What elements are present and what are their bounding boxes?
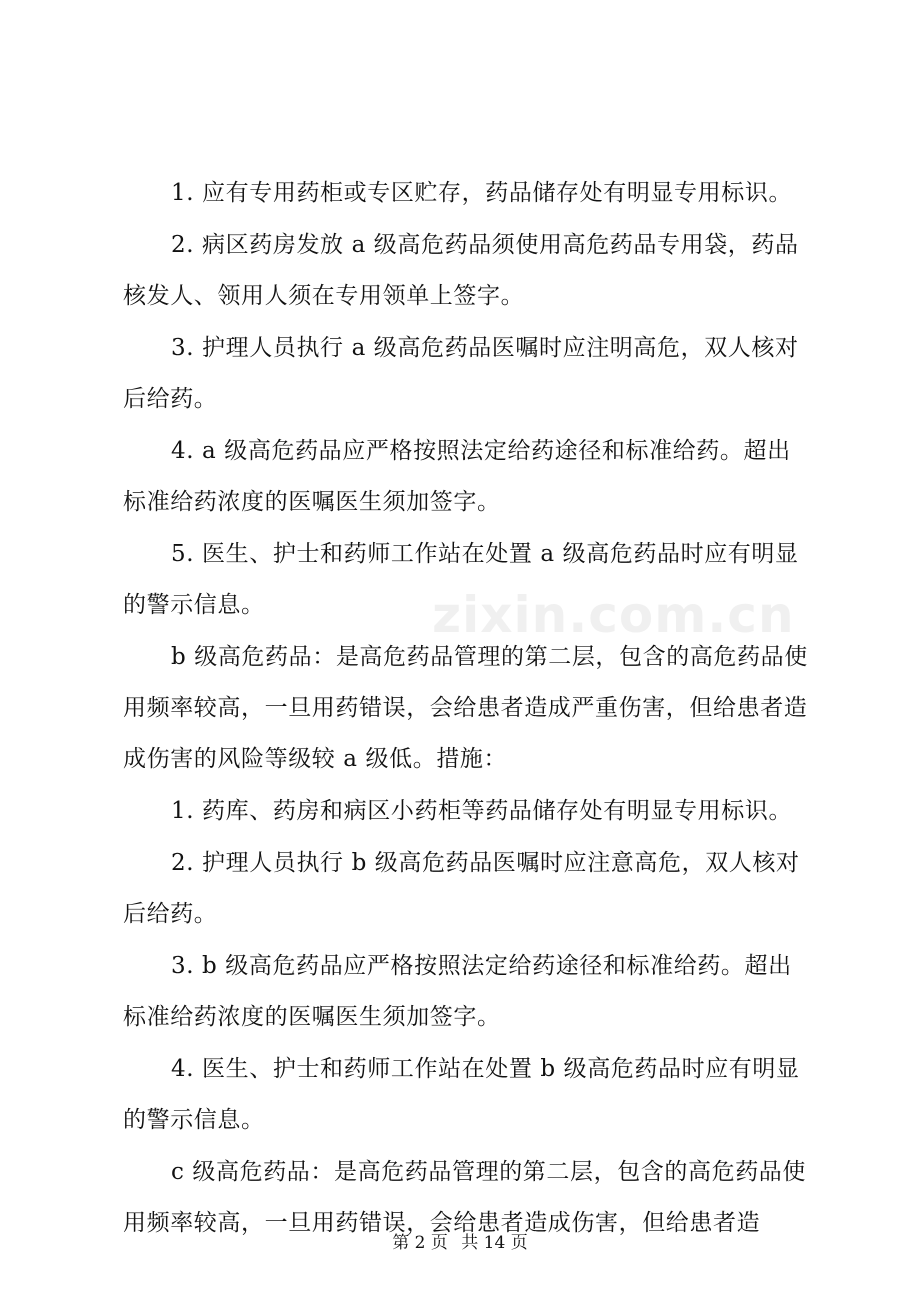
document-body bbox=[123, 168, 813, 1250]
page-number: 第 2 页 bbox=[392, 1233, 448, 1253]
paragraph-1: 1. 应有专用药柜或专区贮存，药品储存处有明显专用标识。 bbox=[171, 180, 793, 206]
paragraph-c-level-intro: c 级高危药品：是高危药品管理的第二层，包含的高危药品使用频率较高，一旦用药错误，会给患者造成伤害，但给患者造 bbox=[123, 1159, 806, 1236]
watermark-text: zixin.com.cn bbox=[432, 586, 795, 644]
paragraph-2: 2. 病区药房发放 a 级高危药品须使用高危药品专用袋，药品核发人、领用人须在专用领单上签字。 bbox=[123, 232, 799, 309]
paragraph-5: 5. 医生、护士和药师工作站在处置 a 级高危药品时应有明显的警示信息。 bbox=[123, 541, 799, 618]
paragraph-b-level-intro: b 级高危药品：是高危药品管理的第二层，包含的高危药品使用频率较高，一旦用药错误，会给患者造成严重伤害，但给患者造成伤害的风险等级较 a 级低。措施： bbox=[123, 644, 808, 772]
page-footer bbox=[0, 1228, 920, 1253]
paragraph-4: 4. a 级高危药品应严格按照法定给药途径和标准给药。超出标准给药浓度的医嘱医生须加签字。 bbox=[123, 438, 791, 515]
paragraph-b-1: 1. 药库、药房和病区小药柜等药品储存处有明显专用标识。 bbox=[171, 798, 793, 824]
paragraph-b-4: 4. 医生、护士和药师工作站在处置 b 级高危药品时应有明显的警示信息。 bbox=[123, 1056, 800, 1133]
paragraph-b-3: 3. b 级高危药品应严格按照法定给药途径和标准给药。超出标准给药浓度的医嘱医生须加签字。 bbox=[123, 953, 792, 1030]
paragraph-b-2: 2. 护理人员执行 b 级高危药品医嘱时应注意高危，双人核对后给药。 bbox=[123, 850, 800, 927]
page-total: 共 14 页 bbox=[461, 1233, 528, 1253]
paragraph-3: 3. 护理人员执行 a 级高危药品医嘱时应注明高危，双人核对后给药。 bbox=[123, 335, 799, 412]
